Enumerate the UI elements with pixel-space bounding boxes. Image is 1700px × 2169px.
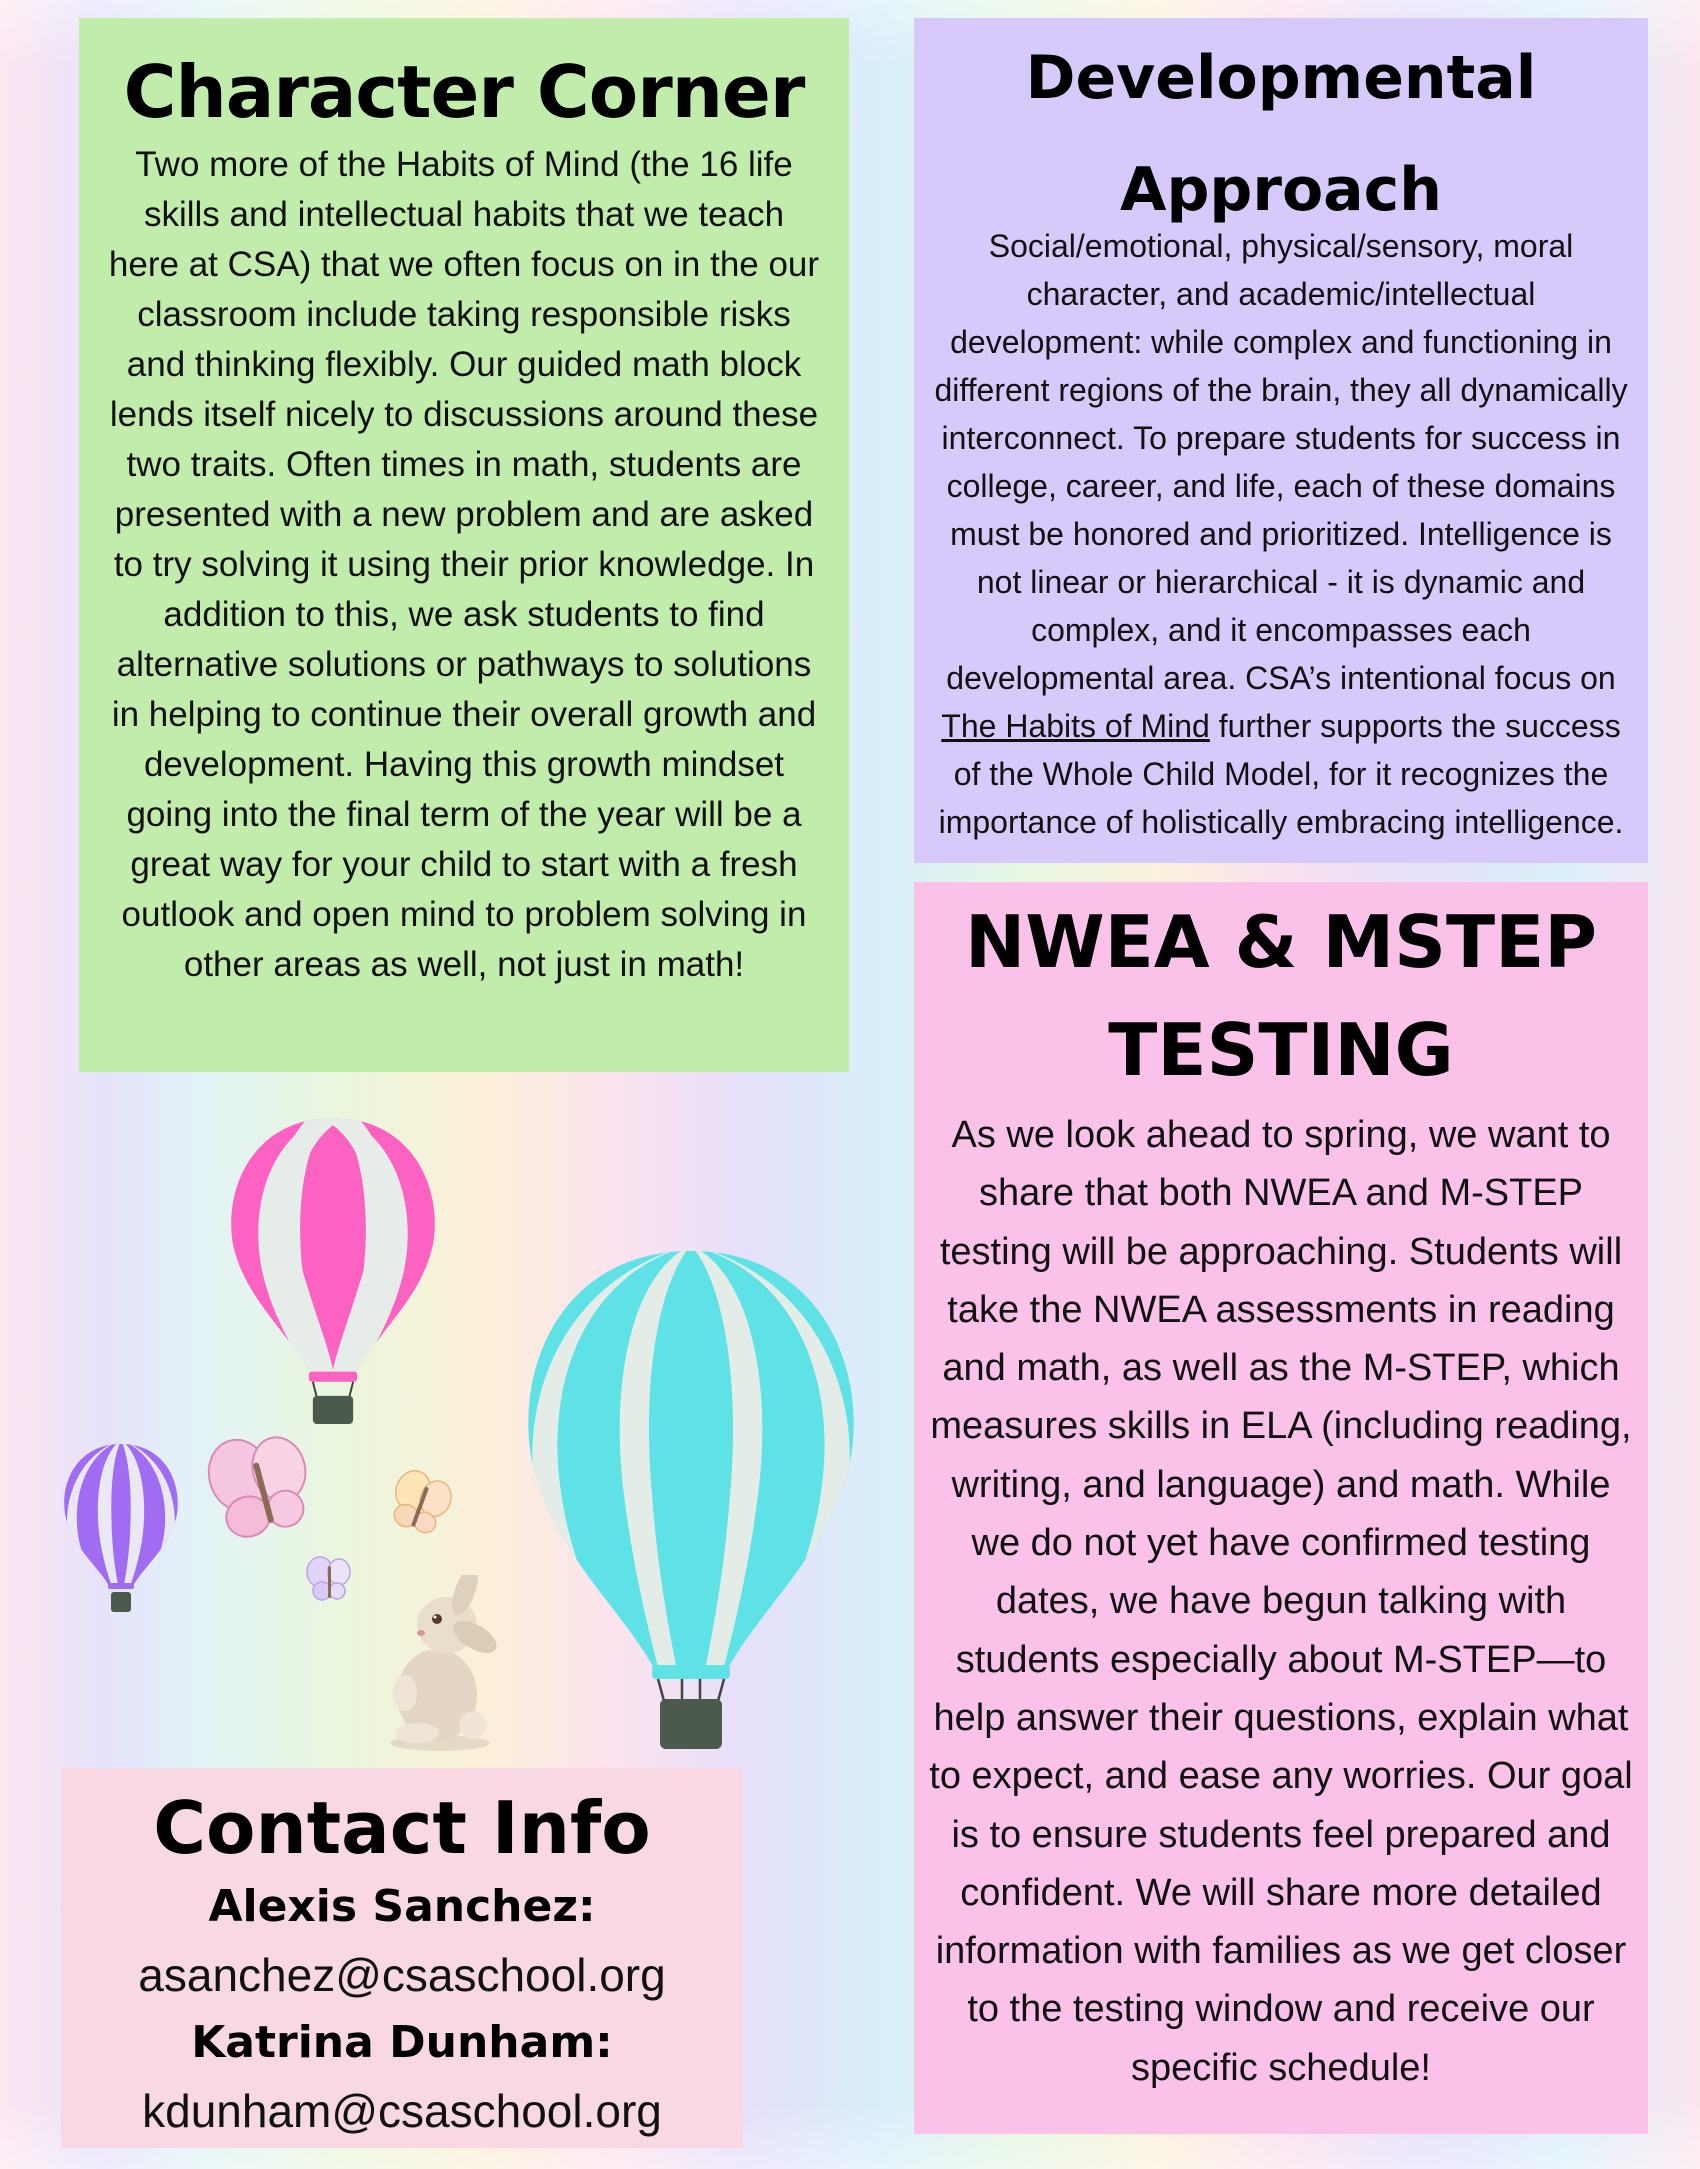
character-corner-panel bbox=[79, 18, 849, 1072]
testing-panel bbox=[914, 882, 1648, 2134]
butterfly-icon bbox=[385, 1468, 457, 1540]
contact-email[interactable]: kdunham@csaschool.org bbox=[142, 2085, 662, 2137]
butterfly-icon bbox=[302, 1552, 357, 1607]
developmental-approach-panel bbox=[914, 18, 1648, 863]
hot-air-balloon-icon bbox=[58, 1440, 184, 1615]
contact-name: Alexis Sanchez: bbox=[208, 1881, 596, 1932]
contact-email[interactable]: asanchez@csaschool.org bbox=[138, 1949, 666, 2001]
bunny-icon bbox=[365, 1575, 515, 1755]
contact-info-title: Contact Info bbox=[153, 1786, 651, 1870]
hot-air-balloon-icon bbox=[512, 1245, 870, 1755]
testing-body: As we look ahead to spring, we want to share that both NWEA and M-STEP testing will be approaching. Students will take the NWEA assessments in reading and math, as well as the M-STEP, which measures skills in ELA (including reading, writing, and language) and math. While we do not yet have confirmed testing dates, we have begun talking with students especially about M-STEP—to help answer their questions, explain what to expect, and ease any worries. Our goal is to ensure students feel prepared and confident. We will share more detailed information with families as we get closer to the testing window and receive our specific schedule! bbox=[929, 1114, 1633, 2089]
character-corner-title: Character Corner bbox=[123, 50, 805, 134]
character-corner-body: Two more of the Habits of Mind (the 16 life skills and intellectual habits that we teach here at CSA) that we often focus on in the our classroom include taking responsible risks and thinking flexibly. Our guided math block lends itself nicely to discussions around these two traits. Often times in math, students are presented with a new problem and are asked to try solving it using their prior knowledge. In addition to this, we ask students to find alternative solutions or pathways to solutions in helping to continue their overall growth and development. Having this growth mindset going into the final term of the year will be a great way for your child to start with a fresh outlook and open mind to problem solving in other areas as well, not just in math! bbox=[108, 145, 820, 984]
butterfly-icon bbox=[205, 1430, 320, 1545]
developmental-body-text-end: further supports the success of the Whole Child Model, for it recognizes the importance of holistically embracing intelligence. bbox=[938, 708, 1624, 840]
contact-name: Katrina Dunham: bbox=[191, 2017, 613, 2068]
hot-air-balloon-icon bbox=[222, 1112, 444, 1424]
contact-info-panel bbox=[61, 1768, 743, 2148]
developmental-approach-body bbox=[932, 222, 1630, 846]
developmental-body-text: Social/emotional, physical/sensory, moral character, and academic/intellectual development: while complex and functioning in different regions of the brain, they all dynamically interconnect. To prepare students for success in college, career, and life, each of these domains must be honored and prioritized. Intelligence is not linear or hierarchical - it is dynamic and complex, and it encompasses each developmental area. CSA’s intentional focus on bbox=[934, 228, 1628, 696]
developmental-approach-title: Developmental Approach bbox=[1025, 43, 1537, 225]
habits-of-mind-link[interactable]: The Habits of Mind bbox=[941, 708, 1210, 744]
testing-title: NWEA & MSTEP TESTING bbox=[964, 900, 1598, 1092]
